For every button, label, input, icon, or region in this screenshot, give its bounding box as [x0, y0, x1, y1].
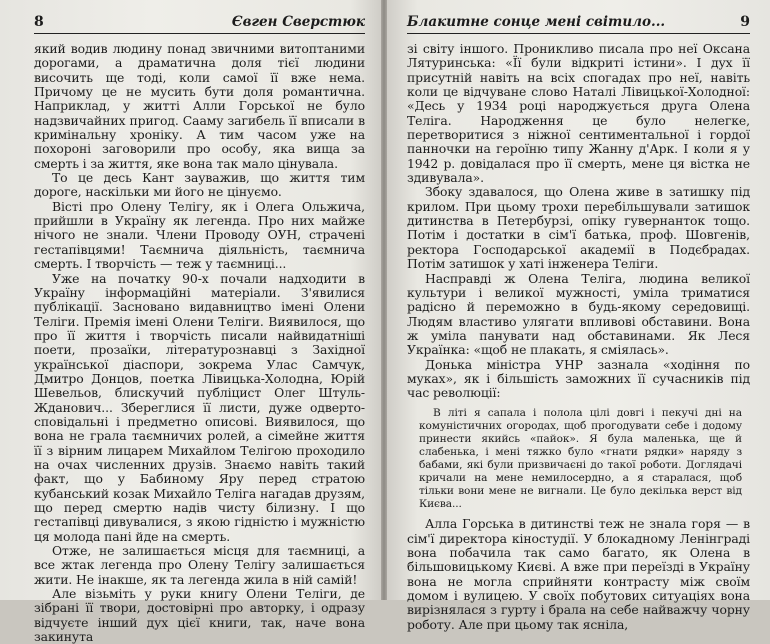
paragraph: Донька міністра УНР зазнала «ходіння по муках», як і більшість заможних її сучасників під час революції: — [407, 356, 750, 401]
paragraph: Уже на початку 90-х почали надходити в Україну інформаційні матеріали. З'явилися публікації. Засновано видавництво імені Олени Теліги. Премія імені Олени Теліги. Виявилося, що про її життя і творчість писали найвидатніші поети, прозаїки, літературознавці з Західної української діаспори, зокрема Улас Самчук, Дмитро Донцов, поетка Лівицька-Холодна, Юрій Шевельов, блискучий публіцист Олег Штуль-Жданович... Збереглися її листи, дуже одверто-сповідальні і предметно описові. Виявилося, що вона не грала таємничих ролей, а сімейне життя її з вірним лицарем Михайлом Телігою проходило на очах численних друзів. Знаємо навіть такий факт, що у Бабиному Яру перед стратою кубанський козак Михайло Теліга нагадав друзям, що перед смертю надів чисту білизну. І що гестапівці дивувалися, з якою гідністю і мужністю ця молода пані йде на смерть. — [34, 270, 365, 544]
left-page-header — [34, 14, 365, 34]
paragraph: Вісті про Олену Телігу, як і Олега Ольжича, прийшли в Україну як легенда. Про них майже нічого не знали. Члени Проводу ОУН, страчені гестапівцями! Таємнича діяльність, таємнича смерть. І творчість — теж у таємниці... — [34, 198, 365, 272]
block-quote — [407, 407, 750, 512]
left-page — [0, 0, 381, 644]
page-number-right: 9 — [740, 14, 750, 30]
paragraph: Збоку здавалося, що Олена живе в затишку під крилом. При цьому трохи перебільшували затишок дитинства в Петербурзі, опіку гувернанток тощо. Потім і достатки в сім'ї батька, проф. Шовгенів, ректора Господарської академії в Подєбрадах. Потім затишок у хаті інженера Теліги. — [407, 184, 750, 272]
right-page-body — [407, 42, 750, 632]
running-head-left: Євген Сверстюк — [231, 14, 365, 30]
paragraph: Але візьміть у руки книгу Олени Теліги, де зібрані її твори, достовірні про авторку, і одразу відчуєте інший дух цієї книги, так, наче вона закинута — [34, 586, 365, 644]
page-number-left: 8 — [34, 14, 44, 30]
quote-text: В літі я сапала і полола цілі довгі і пекучі дні на комуністичних огородах, щоб прогодувати себе і додому принести якийсь «пайок». Я була маленька, ще й слабенька, і мені тяжко було «гнати рядки» наряду з бабами, які були призвичаєні до такої роботи. Доглядачі кричали на мене немилосердно, а я старалася, щоб тільки вони мене не вигнали. Це було декілька верст від Києва... — [419, 406, 742, 511]
paragraph: То це десь Кант зауважив, що життя тим дороге, наскільки ми його не цінуємо. — [34, 170, 365, 200]
paragraph: Насправді ж Олена Теліга, людина великої культури і великої мужності, уміла триматися радісно й переможно в будь-якому середовищі. Людям властиво улягати впливові обставини. Вона ж уміла панувати над обставинами. Як Леся Українка: «щоб не плакать, я сміялась». — [407, 270, 750, 358]
left-page-body — [34, 42, 365, 644]
right-page-header — [407, 14, 750, 34]
right-page — [387, 0, 770, 632]
paragraph: Отже, не залишається місця для таємниці, а все жтак легенда про Олену Телігу залишається жити. Не інакше, як та легенда жила в ній самій! — [34, 543, 365, 587]
paragraph: який водив людину понад звичними витоптаними дорогами, а драматична доля тієї людини височить ще тоді, коли самої її вже нема. Причому це не мусить бути доля романтична. Наприклад, у житті Алли Горської не було надзвичайних пригод. Сааму загибель її вписали в кримінальну хроніку. А тим часом уже на похороні заговорили про особу, яка вища за смерть і за життя, яке вона так мало цінувала. — [34, 41, 365, 171]
paragraph: зі світу іншого. Проникливо писала про неї Оксана Лятуринська: «Її були відкриті істини». І дух її присутній навіть на всіх спогадах про неї, навіть коли це відчуване слово Наталі Лівицької-Холодної: «Десь у 1934 році народжується друга Олена Теліга. Народження це було нелегке, перетворитися з ніжної сентиментальної і гордої панночки на героїню типу Жанну д'Арк. І коли я у 1942 р. довідалася про її смерть, мене ця вістка не здивувала». — [407, 41, 750, 186]
paragraph: Алла Горська в дитинстві теж не знала горя — в сім'ї директора кіностудії. У блокадному Ленінграді вона побачила так само багато, як Олена в більшовицькому Києві. А вже при переїзді в Україну вона не могла сприйняти контрасту між своїм домом і вулицею. У своїх побутових ситуаціях вона вирізнялася з гурту і брала на себе найважчу чорну роботу. Але при цьому так ясніла, — [407, 516, 750, 632]
running-head-right: Блакитне сонце мені світило... — [407, 14, 666, 30]
